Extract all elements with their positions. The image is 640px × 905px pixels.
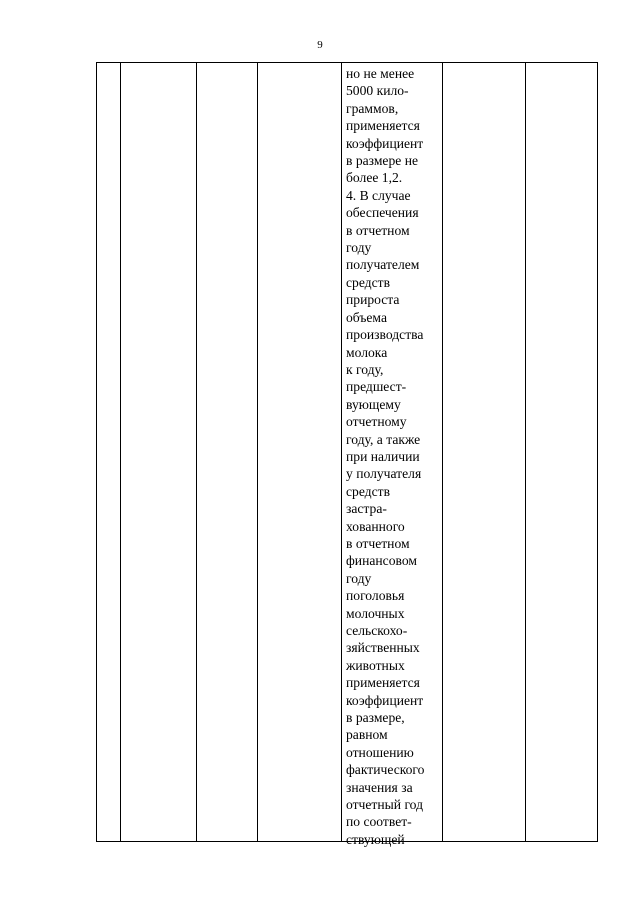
- cell-line: применяется: [346, 118, 420, 134]
- cell-line: в отчетном: [346, 535, 410, 551]
- cell-line: фактического: [346, 762, 425, 778]
- cell-line: 5000 кило-: [346, 83, 409, 99]
- cell-line: предшест-: [346, 379, 407, 395]
- cell-line: при наличии: [346, 448, 420, 464]
- cell-line: применяется: [346, 675, 420, 691]
- cell-line: в размере,: [346, 710, 405, 726]
- cell-line: обеспечения: [346, 205, 419, 221]
- cell-line: граммов,: [346, 100, 399, 116]
- cell-line: животных: [346, 657, 405, 673]
- cell-line: ствующей: [346, 831, 405, 847]
- cell-line: 4. В случае: [346, 187, 411, 203]
- cell-line: равном: [346, 727, 388, 743]
- cell-line: но не менее: [346, 66, 415, 81]
- table-cell-condition-text: [346, 65, 442, 848]
- column-border-8: [597, 63, 598, 841]
- column-border-2: [120, 63, 121, 841]
- cell-line: году, а также: [346, 431, 421, 447]
- cell-line: отчетному: [346, 414, 407, 430]
- column-border-6: [442, 63, 443, 841]
- cell-line: отчетный год: [346, 797, 424, 813]
- cell-line: у получателя: [346, 466, 422, 482]
- cell-line: финансовом: [346, 553, 417, 569]
- cell-line: отношению: [346, 744, 414, 760]
- cell-line: коэффициент: [346, 692, 424, 708]
- column-border-4: [257, 63, 258, 841]
- cell-line: застра-: [346, 501, 387, 517]
- column-border-7: [525, 63, 526, 841]
- column-border-1: [96, 63, 97, 841]
- cell-line: получателем: [346, 257, 420, 273]
- cell-line: молочных: [346, 605, 405, 621]
- cell-line: поголовья: [346, 588, 405, 604]
- page-number: 9: [317, 39, 323, 51]
- cell-line: объема: [346, 309, 387, 325]
- column-border-3: [196, 63, 197, 841]
- column-border-5: [341, 63, 342, 841]
- cell-line: зяйственных: [346, 640, 420, 656]
- cell-line: хованного: [346, 518, 405, 534]
- cell-line: прироста: [346, 292, 400, 308]
- cell-line: году: [346, 240, 372, 256]
- cell-line: производства: [346, 327, 424, 343]
- cell-line: значения за: [346, 779, 413, 795]
- cell-line: более 1,2.: [346, 170, 403, 186]
- cell-line: в размере не: [346, 153, 418, 169]
- cell-line: вующему: [346, 396, 401, 412]
- cell-line: средств: [346, 274, 390, 290]
- table-continuation: [96, 62, 598, 847]
- cell-line: средств: [346, 483, 390, 499]
- cell-line: по соответ-: [346, 814, 412, 830]
- cell-line: к году,: [346, 361, 384, 377]
- cell-line: коэффициент: [346, 135, 424, 151]
- cell-line: в отчетном: [346, 222, 410, 238]
- cell-line: молока: [346, 344, 388, 360]
- cell-line: сельскохо-: [346, 623, 408, 638]
- cell-line: году: [346, 570, 372, 586]
